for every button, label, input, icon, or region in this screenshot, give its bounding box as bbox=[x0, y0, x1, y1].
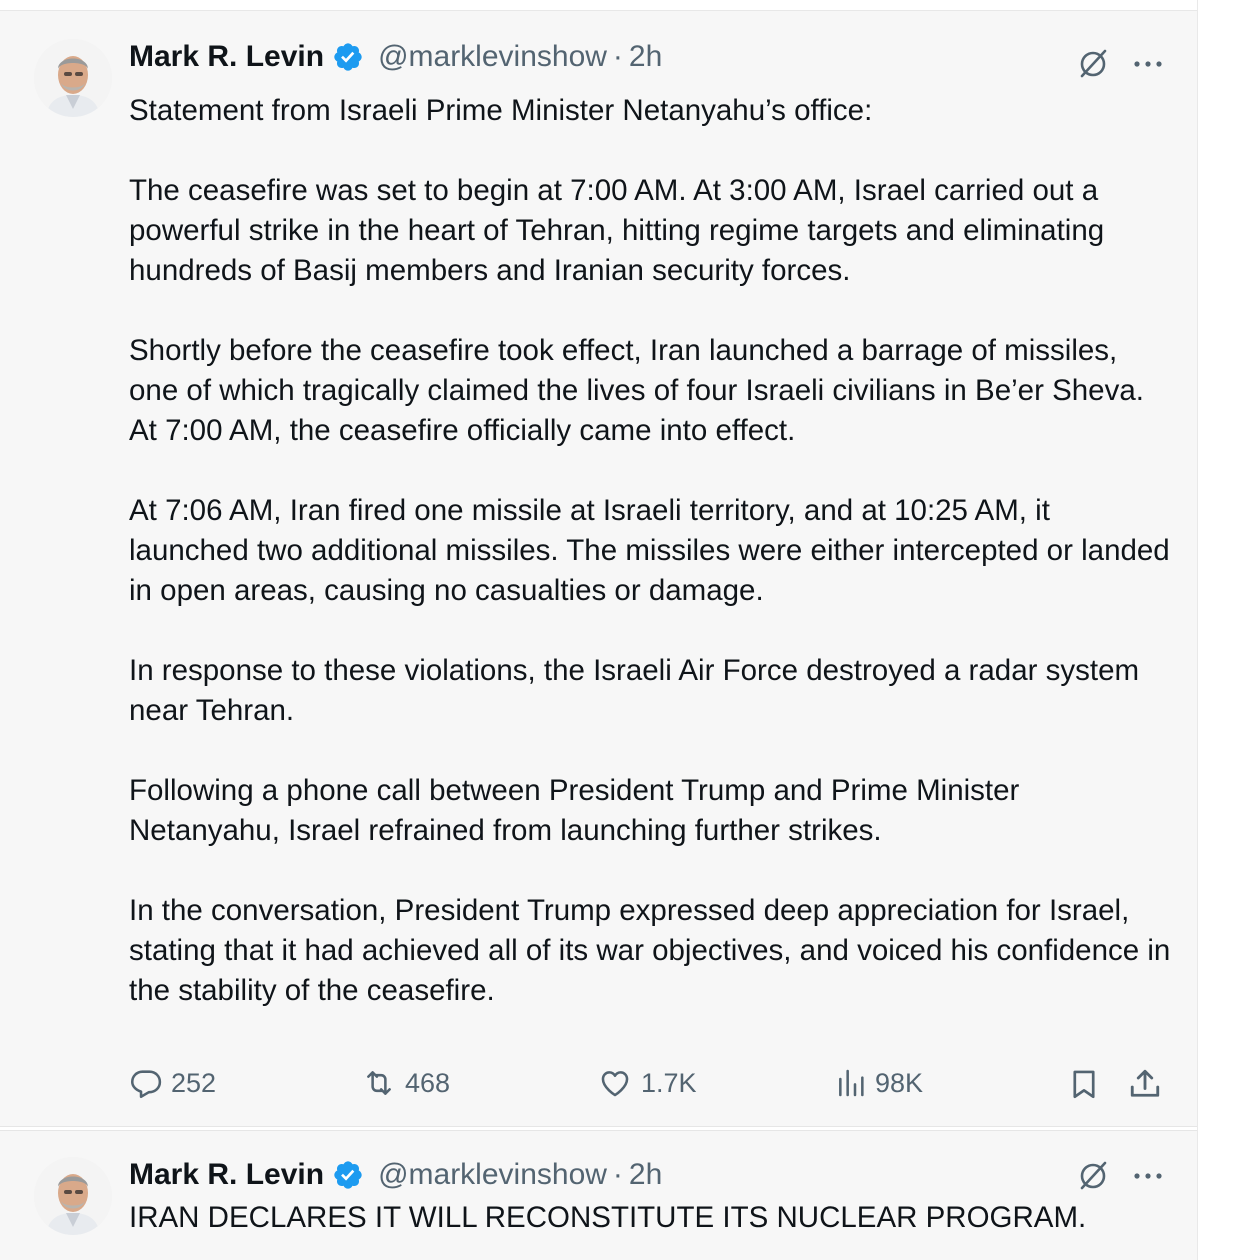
more-icon[interactable] bbox=[1132, 1166, 1164, 1186]
author-name[interactable]: Mark R. Levin bbox=[129, 40, 325, 73]
author-handle[interactable]: @marklevinshow bbox=[378, 40, 607, 73]
tweet-header-actions bbox=[1076, 1159, 1164, 1193]
tweet[interactable] bbox=[0, 1130, 1198, 1260]
views-chart-icon bbox=[835, 1066, 867, 1100]
tweet-header bbox=[129, 37, 662, 77]
bookmark-icon bbox=[1067, 1066, 1101, 1102]
separator-dot: · bbox=[612, 1158, 623, 1191]
tweet[interactable] bbox=[0, 10, 1198, 1127]
separator-dot: · bbox=[612, 40, 623, 73]
more-icon[interactable] bbox=[1132, 54, 1164, 74]
repost-icon bbox=[361, 1066, 397, 1100]
views-count: 98K bbox=[875, 1067, 924, 1098]
reply-icon bbox=[129, 1066, 163, 1100]
reply-count: 252 bbox=[171, 1067, 217, 1098]
avatar-photo bbox=[34, 1157, 112, 1235]
timestamp[interactable]: 2h bbox=[628, 40, 663, 73]
share-icon bbox=[1127, 1066, 1163, 1102]
avatar-photo bbox=[34, 39, 112, 117]
author-handle[interactable]: @marklevinshow bbox=[378, 1158, 607, 1191]
tweet-text: IRAN DECLARES IT WILL RECONSTITUTE ITS NUCLEAR PROGRAM. bbox=[129, 1201, 1087, 1234]
repost-button[interactable] bbox=[361, 1066, 450, 1100]
like-count: 1.7K bbox=[641, 1067, 697, 1098]
tweet-actions bbox=[129, 1066, 1169, 1106]
like-button[interactable] bbox=[597, 1066, 697, 1100]
views-button[interactable] bbox=[835, 1066, 923, 1100]
grok-icon[interactable] bbox=[1076, 47, 1110, 81]
verified-badge-icon bbox=[332, 41, 364, 73]
bookmark-button[interactable] bbox=[1067, 1066, 1101, 1102]
repost-count: 468 bbox=[405, 1067, 451, 1098]
grok-icon[interactable] bbox=[1076, 1159, 1110, 1193]
reply-button[interactable] bbox=[129, 1066, 216, 1100]
heart-icon bbox=[597, 1066, 633, 1100]
tweet-header bbox=[129, 1155, 662, 1195]
author-name[interactable]: Mark R. Levin bbox=[129, 1158, 325, 1191]
avatar[interactable] bbox=[34, 1157, 112, 1235]
column-divider bbox=[1197, 0, 1198, 1260]
avatar[interactable] bbox=[34, 39, 112, 117]
verified-badge-icon bbox=[332, 1159, 364, 1191]
tweet-text: Statement from Israeli Prime Minister Netanyahu’s office: The ceasefire was set to begin at 7:00 AM. At 3:00 AM, Israel carried out a powerful strike in the heart of Tehran, hitting regime targets and eliminating hundreds of Basij members and Iranian security forces. Shortly before the ceasefire took effect, Iran launched a barrage of missiles, one of which tragically claimed the lives of four Israeli civilians in Be’er Sheva. At 7:00 AM, the ceasefire officially came into effect. At 7:06 AM, Iran fired one missile at Israeli territory, and at 10:25 AM, it launched two additional missiles. The missiles were either intercepted or landed in open areas, causing no casualties or damage. In response to these violations, the Israeli Air Force destroyed a radar system near Tehran. Following a phone call between President Trump and Prime Minister Netanyahu, Israel refrained from launching further strikes. In the conversation, President Trump expressed deep appreciation for Israel, stating that it had achieved all of its war objectives, and voiced his confidence in the stability of the ceasefire. bbox=[129, 94, 1171, 1007]
share-button[interactable] bbox=[1127, 1066, 1163, 1102]
tweet-header-actions bbox=[1076, 47, 1164, 81]
timestamp[interactable]: 2h bbox=[628, 1158, 663, 1191]
